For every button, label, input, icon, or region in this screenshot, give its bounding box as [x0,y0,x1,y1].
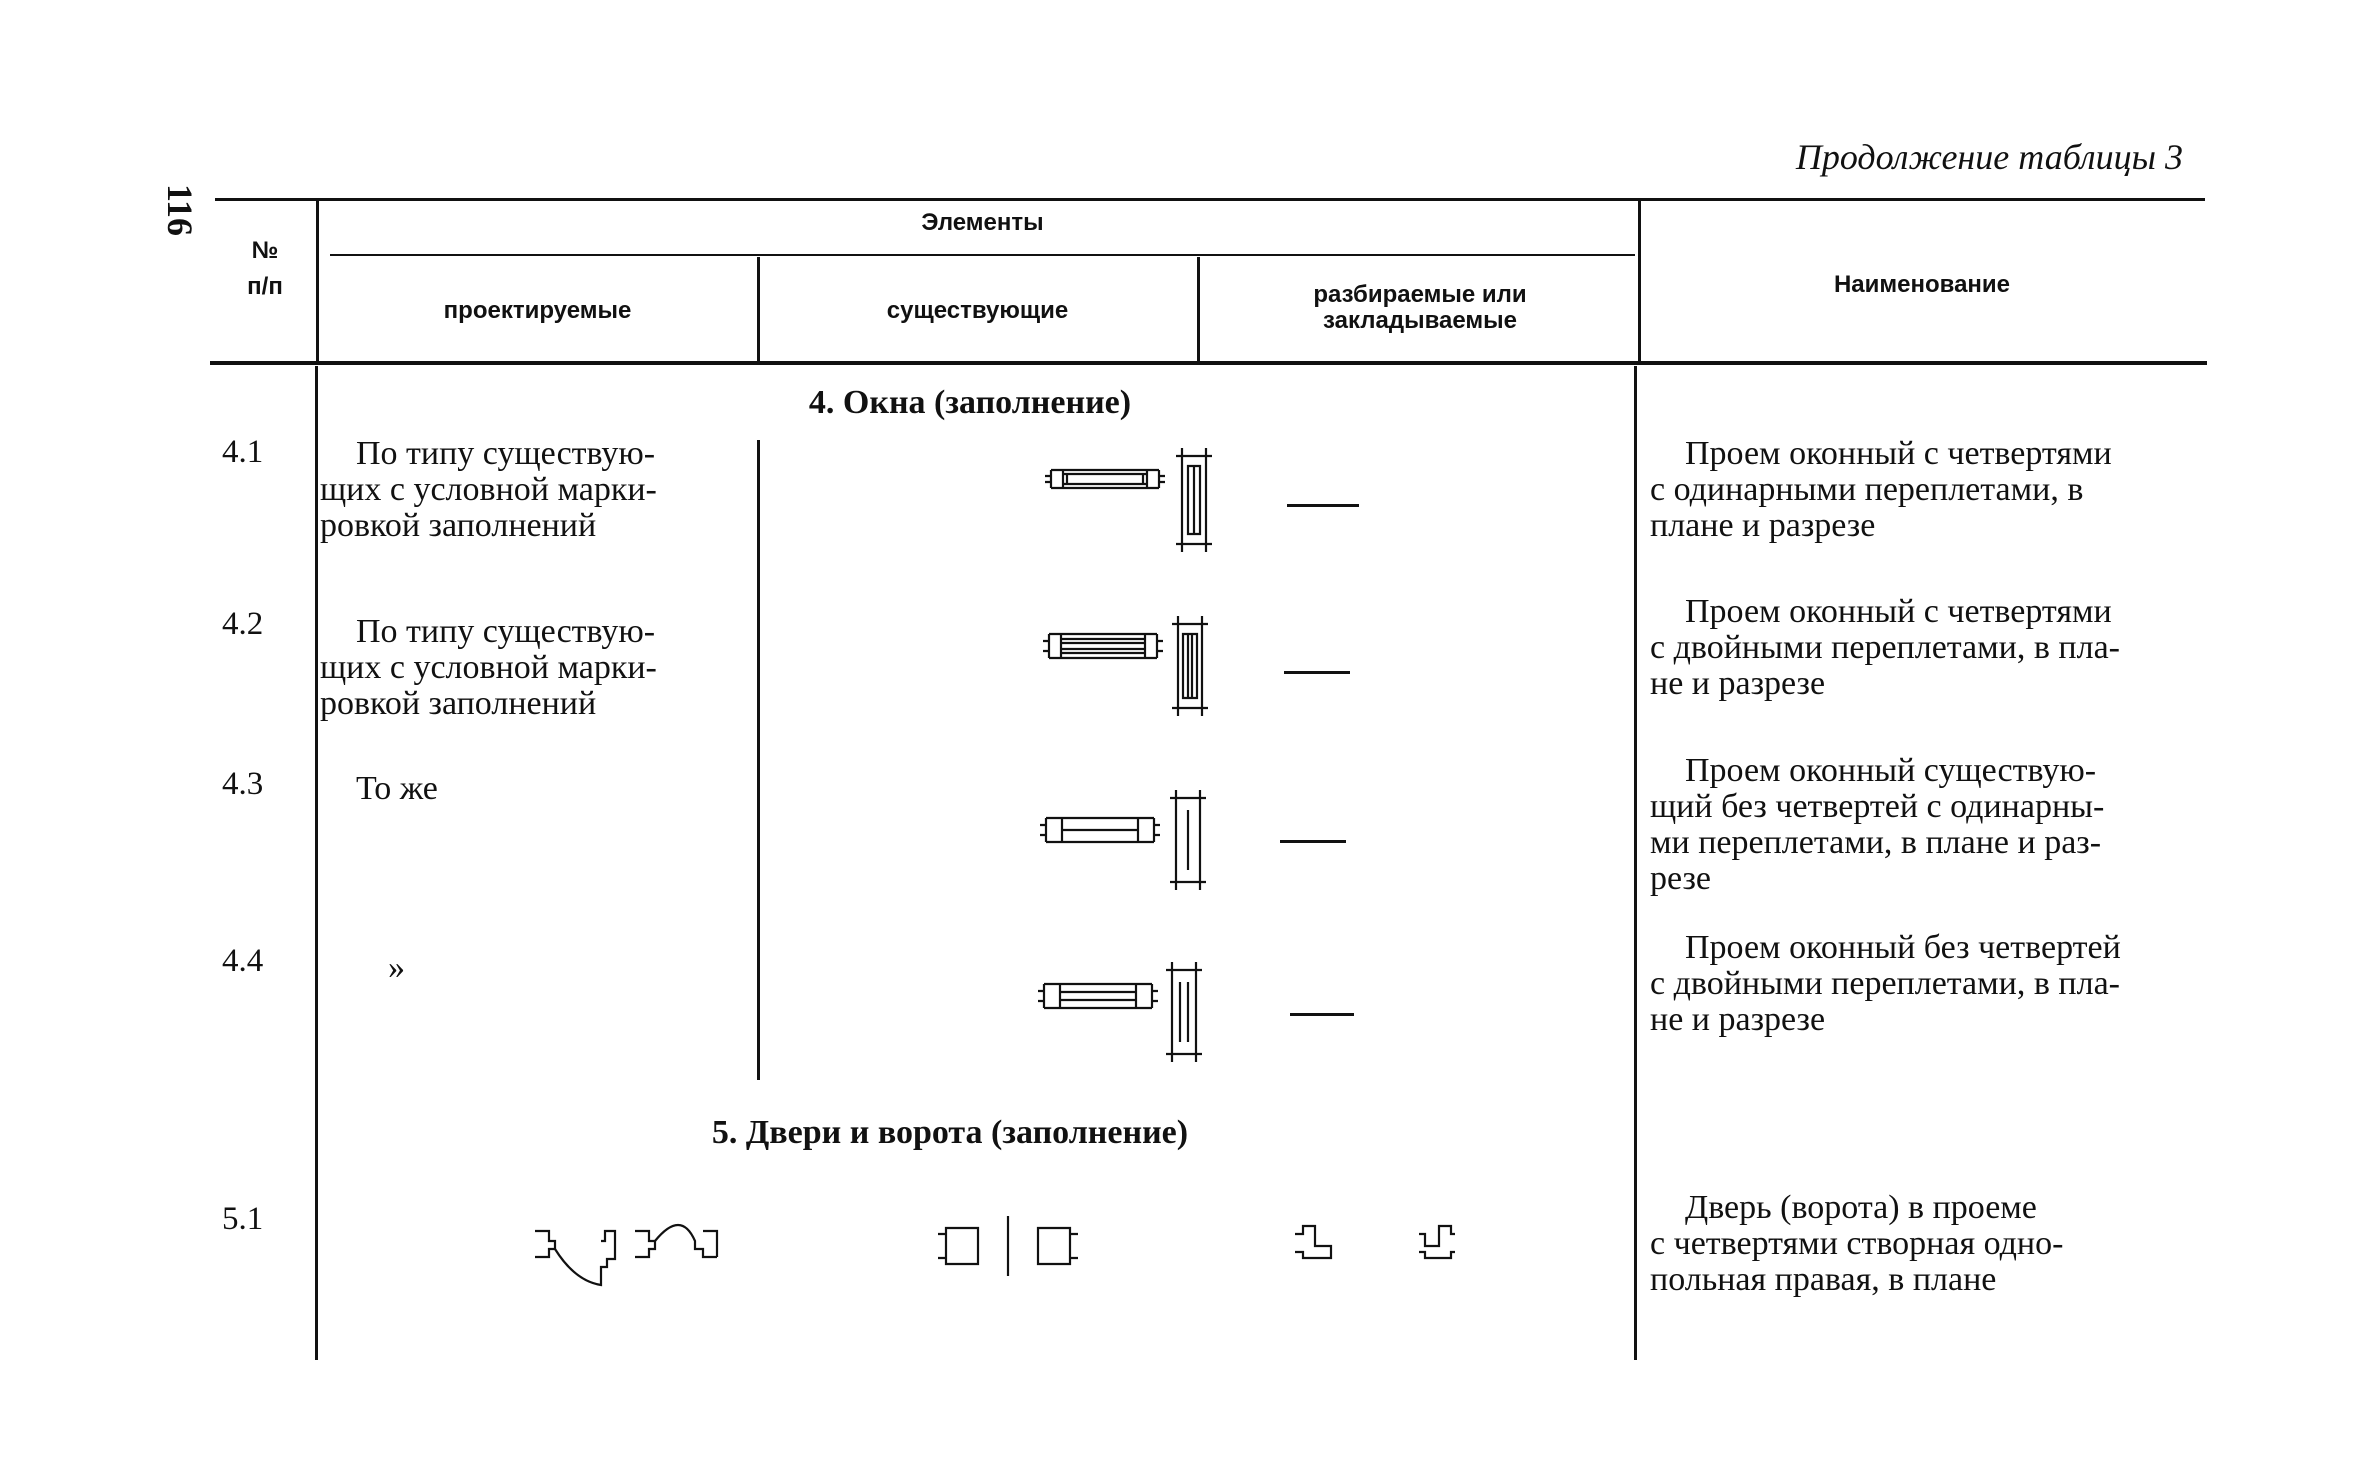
projected-cell: По типу существую- щих с условной марки- ровкой заполнений [320,435,657,544]
row-number: 4.1 [222,434,264,470]
header-num-label: № п/п [247,237,283,300]
row-number: 4.3 [222,766,264,802]
window-plan-icon [1045,462,1165,498]
header-existing: существующие [886,297,1069,324]
dismantled-dash [1280,840,1346,843]
door-plan-icon [1295,1222,1455,1272]
window-plan-icon [1038,978,1158,1014]
section-title-doors: 5. Двери и ворота (заполнение) [711,1114,1189,1151]
projected-cell: » [388,949,405,986]
header-projected: проектируемые [443,297,632,324]
projected-cell: То же [356,770,438,807]
name-cell: Проем оконный с четвертями с одинарными переплетами, в плане и разрезе [1650,435,2112,544]
window-section-icon [1170,790,1206,890]
dismantled-dash [1290,1013,1354,1016]
name-cell: Дверь (ворота) в проеме с четвертями створная одно- польная правая, в плане [1650,1189,2064,1298]
body-vline-num [315,366,318,1360]
window-section-icon [1176,448,1212,552]
table-top-rule [215,198,2205,201]
header-vline-num [316,200,319,362]
door-plan-icon [535,1215,735,1305]
window-plan-icon [1043,628,1163,664]
page-number: 116 [160,183,200,236]
window-section-icon [1166,962,1202,1062]
row-number: 4.4 [222,943,264,979]
body-vline-name [1634,366,1637,1360]
projected-cell: По типу существую- щих с условной марки- ровкой заполнений [320,613,657,722]
window-plan-icon [1040,812,1160,848]
header-dismantled: разбираемые или закладываемые [1313,281,1527,334]
header-bottom-rule [210,361,2207,365]
row-number: 4.2 [222,606,264,642]
header-vline-dismantled [1197,257,1200,362]
dismantled-dash [1287,504,1359,507]
section-title-windows: 4. Окна (заполнение) [808,384,1132,421]
window-section-icon [1172,616,1208,716]
header-elements: Элементы [921,209,1044,236]
row-number: 5.1 [222,1201,264,1237]
header-name: Наименование [1833,271,2011,298]
elements-under-rule [330,254,1635,256]
name-cell: Проем оконный с четвертями с двойными переплетами, в пла- не и разрезе [1650,593,2120,702]
header-vline-name [1638,200,1641,362]
name-cell: Проем оконный без четвертей с двойными переплетами, в пла- не и разрезе [1650,929,2121,1038]
body-vline-existing [757,440,760,1080]
name-cell: Проем оконный существую- щий без четвертей с одинарны- ми переплетами, в плане и раз- резе [1650,752,2105,897]
continuation-title: Продолжение таблицы 3 [1795,137,2183,177]
dismantled-dash [1284,671,1350,674]
door-plan-icon [938,1216,1078,1276]
